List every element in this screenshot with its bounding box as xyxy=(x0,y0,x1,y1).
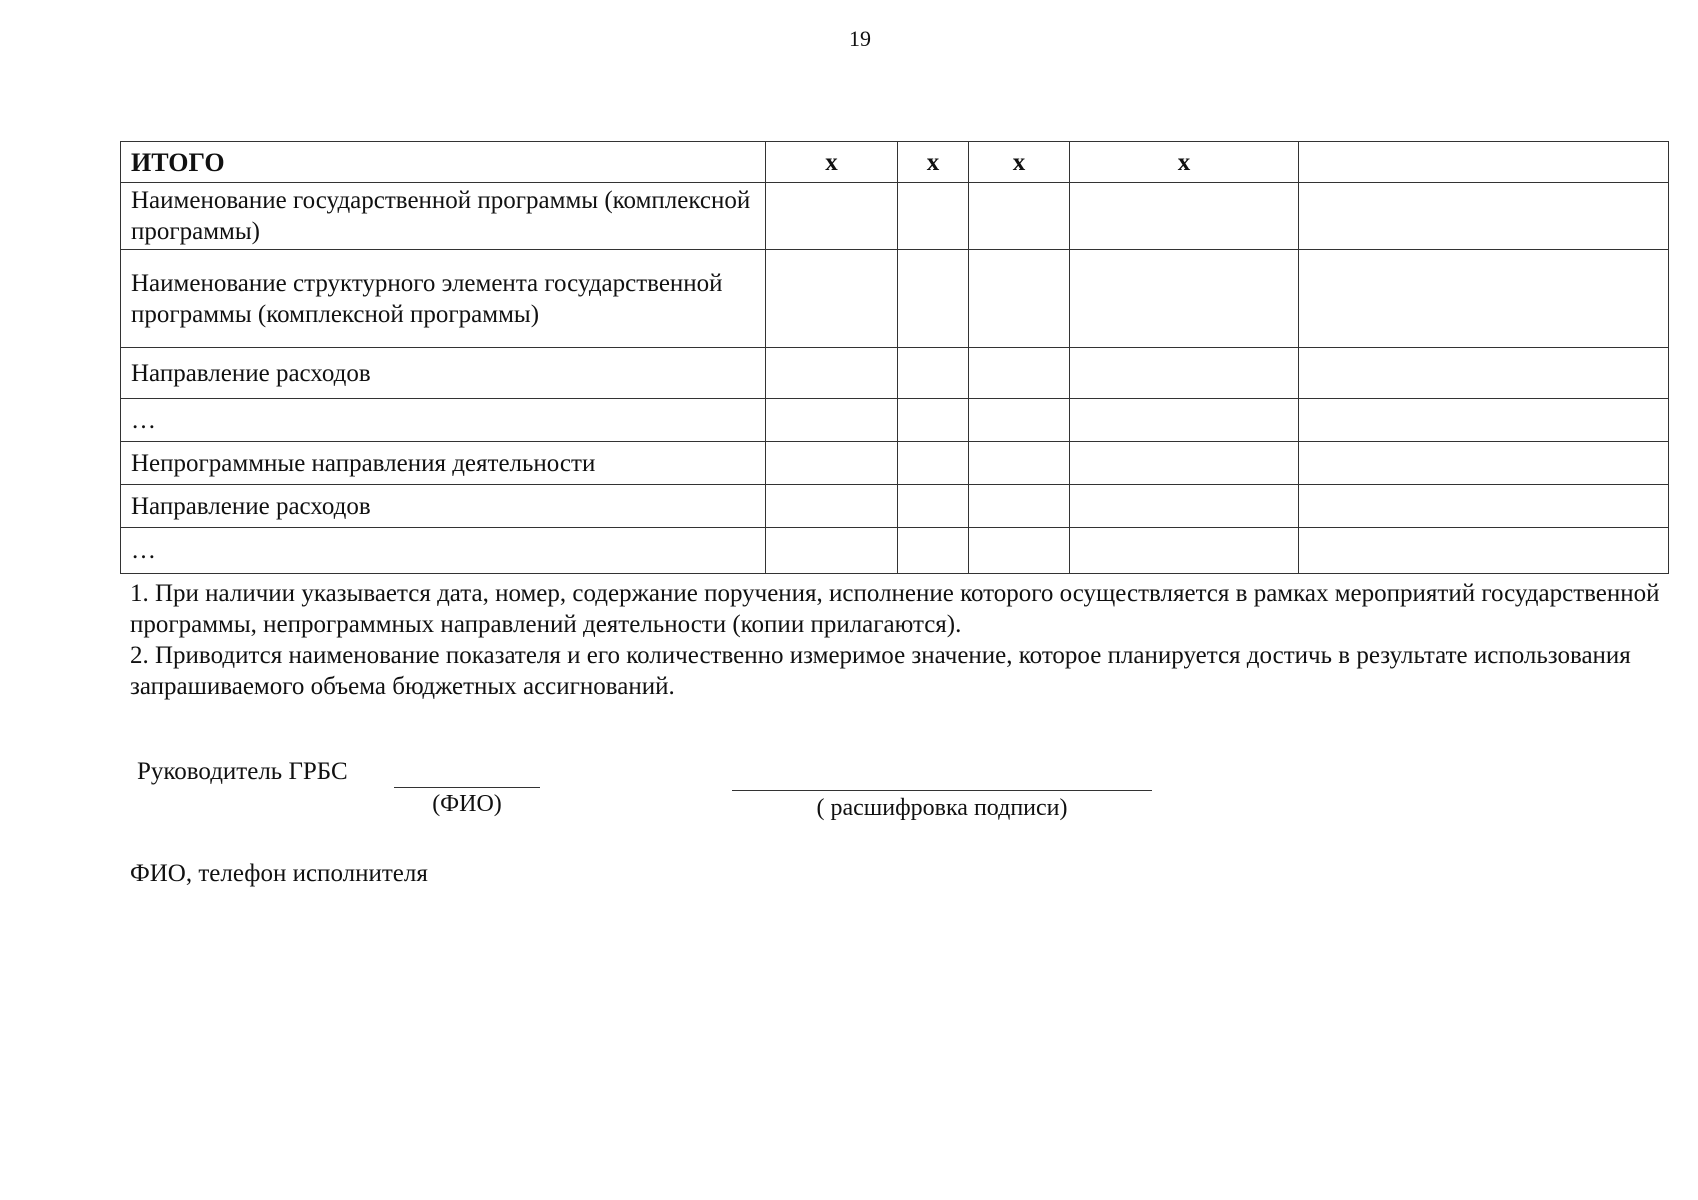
table-cell xyxy=(766,528,898,574)
table-cell xyxy=(969,528,1070,574)
table-cell xyxy=(898,528,969,574)
table-cell xyxy=(969,250,1070,348)
table-cell xyxy=(898,442,969,485)
table-row xyxy=(121,250,1669,348)
fio-caption: (ФИО) xyxy=(432,791,502,817)
table-cell xyxy=(766,348,898,399)
decode-signature-line xyxy=(732,790,1152,791)
table-cell xyxy=(1070,399,1299,442)
table-row-total xyxy=(121,142,1669,183)
table-cell xyxy=(766,399,898,442)
table-cell xyxy=(898,250,969,348)
table-row xyxy=(121,485,1669,528)
executor-label: ФИО, телефон исполнителя xyxy=(130,860,428,887)
table-cell xyxy=(969,399,1070,442)
footnote-2: 2. Приводится наименование показателя и его количественно измеримое значение, которое планируется достичь в результате использования запрашиваемого объема бюджетных ассигнований. xyxy=(130,642,1631,700)
table-cell xyxy=(1299,250,1669,348)
table-body xyxy=(121,142,1669,574)
table-cell xyxy=(1070,485,1299,528)
table-cell xyxy=(898,399,969,442)
table-cell xyxy=(1299,183,1669,250)
head-signature-label: Руководитель ГРБС xyxy=(137,758,348,785)
table-cell xyxy=(1299,442,1669,485)
table-cell xyxy=(766,250,898,348)
table-cell xyxy=(766,442,898,485)
table-cell xyxy=(1070,250,1299,348)
table-cell xyxy=(1070,348,1299,399)
table-cell xyxy=(1299,399,1669,442)
table-cell xyxy=(1299,485,1669,528)
table-cell xyxy=(969,348,1070,399)
table-cell xyxy=(1299,142,1669,183)
table-row xyxy=(121,442,1669,485)
table-cell xyxy=(898,485,969,528)
table-cell xyxy=(1070,528,1299,574)
row-label: Наименование структурного элемента государственной программы (комплексной программы) xyxy=(121,250,766,348)
table-cell xyxy=(766,183,898,250)
table-cell xyxy=(969,442,1070,485)
row-label: Непрограммные направления деятельности xyxy=(121,442,766,485)
table-cell: х xyxy=(969,142,1070,183)
table-cell xyxy=(898,348,969,399)
budget-form-table xyxy=(120,141,1669,574)
table-row xyxy=(121,399,1669,442)
table-cell xyxy=(898,183,969,250)
table-cell: х xyxy=(1070,142,1299,183)
table-row xyxy=(121,528,1669,574)
table-cell xyxy=(1070,183,1299,250)
footnotes xyxy=(130,578,1670,702)
page-number: 19 xyxy=(849,26,871,51)
row-label: Направление расходов xyxy=(121,485,766,528)
table-row xyxy=(121,348,1669,399)
table-cell: х xyxy=(898,142,969,183)
fio-signature-line xyxy=(394,787,540,788)
row-label: ИТОГО xyxy=(121,142,766,183)
table-cell: х xyxy=(766,142,898,183)
row-label: … xyxy=(121,399,766,442)
footnote-1: 1. При наличии указывается дата, номер, содержание поручения, исполнение которого осуществляется в рамках мероприятий государственной программы, непрограммных направлений деятельности (копии прилагаются). xyxy=(130,580,1660,638)
table-cell xyxy=(1299,348,1669,399)
table-cell xyxy=(1299,528,1669,574)
table-row xyxy=(121,183,1669,250)
table-cell xyxy=(766,485,898,528)
decode-caption: ( расшифровка подписи) xyxy=(816,795,1068,821)
row-label: Направление расходов xyxy=(121,348,766,399)
table-cell xyxy=(1070,442,1299,485)
table-cell xyxy=(969,485,1070,528)
row-label: Наименование государственной программы (комплексной программы) xyxy=(121,183,766,250)
row-label: … xyxy=(121,528,766,574)
table-cell xyxy=(969,183,1070,250)
